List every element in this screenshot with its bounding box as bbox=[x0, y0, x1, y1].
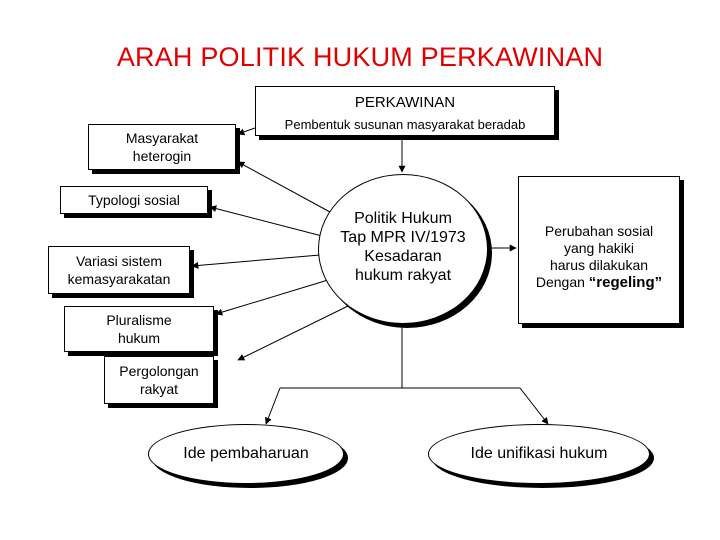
node-politik-line-4: hukum rakyat bbox=[354, 267, 452, 284]
node-politik-line-2: Tap MPR IV/1973 bbox=[340, 229, 466, 246]
node-perubahan-emphasis: “regeling” bbox=[588, 274, 663, 291]
node-perkawinan-title: PERKAWINAN bbox=[354, 94, 456, 111]
node-politik-hukum bbox=[318, 174, 488, 324]
node-ide-unifikasi-label: Ide unifikasi hukum bbox=[470, 445, 608, 462]
node-perubahan-line-1: Perubahan sosial bbox=[544, 223, 654, 239]
edge-politik-to-typologi bbox=[210, 207, 322, 236]
node-ide-pembaharuan-label: Ide pembaharuan bbox=[183, 445, 309, 462]
node-variasi-line-2: kemasyarakatan bbox=[67, 271, 171, 287]
node-perubahan-prefix: Dengan bbox=[535, 274, 589, 290]
edge-politik-to-pergolongan bbox=[238, 306, 348, 360]
node-typologi-label: Typologi sosial bbox=[88, 192, 180, 208]
node-pergolongan-line-2: rakyat bbox=[139, 381, 179, 397]
edge-branch-to-pembaharuan bbox=[266, 388, 280, 424]
node-pluralisme-line-2: hukum bbox=[117, 330, 161, 346]
node-pergolongan-line-1: Pergolongan bbox=[119, 363, 199, 379]
node-masyarakat-line-2: heterogin bbox=[132, 148, 192, 164]
edge-politik-to-pluralisme bbox=[216, 280, 328, 314]
node-politik-line-1: Politik Hukum bbox=[354, 210, 452, 227]
node-perubahan-line-3: harus dilakukan bbox=[549, 257, 649, 273]
node-perkawinan-subtitle: Pembentuk susunan masyarakat beradab bbox=[284, 117, 526, 132]
node-politik-line-3: Kesadaran bbox=[364, 248, 442, 265]
edge-branch-to-unifikasi bbox=[520, 388, 548, 424]
node-ide-pembaharuan bbox=[148, 424, 344, 484]
node-perubahan-line-2: yang hakiki bbox=[563, 240, 635, 256]
node-typologi-sosial bbox=[60, 186, 208, 214]
node-perkawinan bbox=[255, 86, 555, 136]
node-perubahan-sosial bbox=[518, 176, 680, 324]
node-pluralisme-hukum bbox=[64, 306, 214, 352]
node-perubahan-line-4 bbox=[519, 274, 679, 291]
node-masyarakat-line-1: Masyarakat bbox=[125, 130, 199, 146]
edge-perkawinan-to-masyarakat bbox=[238, 128, 255, 134]
node-variasi-sistem bbox=[48, 246, 190, 294]
node-pluralisme-line-1: Pluralisme bbox=[106, 312, 172, 328]
edge-politik-to-variasi bbox=[192, 255, 320, 266]
node-ide-unifikasi bbox=[428, 424, 650, 484]
node-pergolongan-rakyat bbox=[104, 356, 214, 404]
node-masyarakat-heterogin bbox=[88, 124, 236, 170]
edge-politik-to-masyarakat bbox=[238, 162, 330, 212]
diagram-title: ARAH POLITIK HUKUM PERKAWINAN bbox=[116, 42, 604, 72]
node-variasi-line-1: Variasi sistem bbox=[75, 253, 163, 269]
